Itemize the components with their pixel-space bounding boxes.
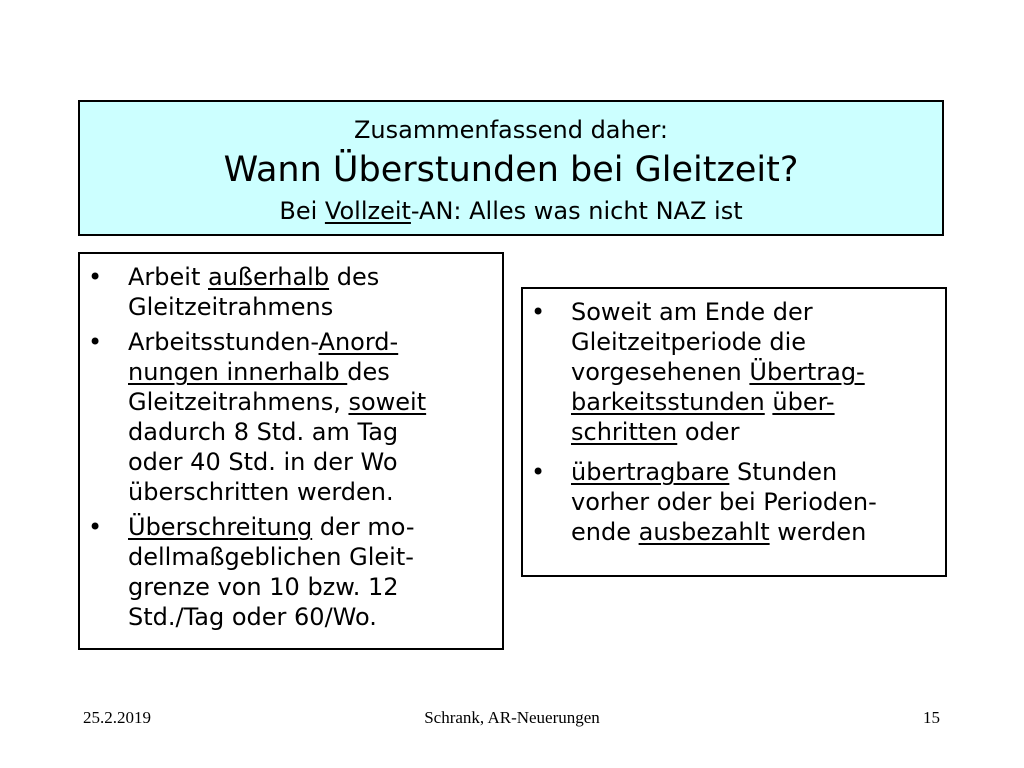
bullet-item bbox=[523, 457, 945, 547]
bullet-text: der mo- bbox=[312, 513, 415, 541]
bullet-text: vorgesehenen bbox=[571, 358, 750, 386]
underlined-text: Übertrag- bbox=[749, 358, 865, 386]
underlined-text: außerhalb bbox=[208, 263, 330, 291]
bullet-text: ende bbox=[571, 518, 639, 546]
bullet-line bbox=[571, 387, 945, 417]
underlined-text: über- bbox=[772, 388, 835, 416]
underlined-text: barkeitsstunden bbox=[571, 388, 765, 416]
bullet-line bbox=[128, 512, 502, 542]
bullet-line bbox=[571, 487, 945, 517]
bullet-line bbox=[571, 327, 945, 357]
bullet-line bbox=[128, 572, 502, 602]
underlined-text: Anord- bbox=[318, 328, 399, 356]
left-bullet-box bbox=[78, 252, 504, 650]
right-bullet-box bbox=[521, 287, 947, 577]
bullet-line bbox=[128, 262, 502, 292]
bullet-line bbox=[128, 447, 502, 477]
bullet-text: Soweit am Ende der bbox=[571, 298, 813, 326]
bullet-text: dadurch 8 Std. am Tag bbox=[128, 418, 399, 446]
bullet-text: Gleitzeitperiode die bbox=[571, 328, 807, 356]
bullet-dot-icon: • bbox=[531, 298, 546, 326]
underlined-text: schritten bbox=[571, 418, 678, 446]
right-bullet-list bbox=[523, 297, 945, 557]
bullet-line bbox=[571, 417, 945, 447]
bullet-item bbox=[80, 512, 502, 632]
bullet-line bbox=[128, 327, 502, 357]
bullet-line bbox=[571, 457, 945, 487]
bullet-text: dellmaßgeblichen Gleit- bbox=[128, 543, 414, 571]
footer-title: Schrank, AR-Neuerungen bbox=[424, 708, 600, 727]
bullet-text: werden bbox=[769, 518, 867, 546]
page-number: 15 bbox=[923, 708, 940, 727]
underlined-text: soweit bbox=[348, 388, 427, 416]
subline-after: -AN: Alles was nicht NAZ ist bbox=[410, 197, 743, 225]
title-intro: Zusammenfassend daher: bbox=[353, 116, 669, 144]
bullet-text: grenze von 10 bzw. 12 bbox=[128, 573, 399, 601]
bullet-line bbox=[571, 357, 945, 387]
underlined-text: nungen innerhalb bbox=[128, 358, 348, 386]
bullet-text: oder bbox=[677, 418, 740, 446]
left-bullet-list bbox=[80, 262, 502, 637]
title-subline bbox=[80, 196, 942, 226]
bullet-line bbox=[128, 477, 502, 507]
bullet-line bbox=[128, 357, 502, 387]
bullet-text: Std./Tag oder 60/Wo. bbox=[128, 603, 377, 631]
slide-title: Wann Überstunden bei Gleitzeit? bbox=[223, 150, 799, 190]
subline-before: Bei bbox=[279, 197, 325, 225]
bullet-dot-icon: • bbox=[531, 458, 546, 486]
bullet-line bbox=[128, 602, 502, 632]
bullet-line bbox=[128, 417, 502, 447]
underlined-text: ausbezahlt bbox=[638, 518, 770, 546]
bullet-dot-icon: • bbox=[88, 263, 103, 291]
bullet-line bbox=[128, 292, 502, 322]
title-box bbox=[78, 100, 944, 236]
bullet-text: vorher oder bei Perioden- bbox=[571, 488, 877, 516]
footer-date: 25.2.2019 bbox=[83, 708, 151, 727]
bullet-item bbox=[80, 262, 502, 322]
bullet-item bbox=[523, 297, 945, 447]
bullet-line bbox=[571, 297, 945, 327]
bullet-dot-icon: • bbox=[88, 328, 103, 356]
bullet-text: des bbox=[329, 263, 380, 291]
bullet-text: Gleitzeitrahmens, bbox=[128, 388, 349, 416]
underlined-text: Überschreitung bbox=[128, 513, 313, 541]
bullet-text: Arbeitsstunden- bbox=[128, 328, 319, 356]
underlined-text: übertragbare bbox=[571, 458, 730, 486]
bullet-item bbox=[80, 327, 502, 507]
bullet-text: Gleitzeitrahmens bbox=[128, 293, 334, 321]
bullet-text: Stunden bbox=[729, 458, 838, 486]
bullet-text: des bbox=[347, 358, 390, 386]
bullet-text: oder 40 Std. in der Wo bbox=[128, 448, 398, 476]
subline-underlined: Vollzeit bbox=[324, 197, 411, 225]
bullet-dot-icon: • bbox=[88, 513, 103, 541]
bullet-line bbox=[128, 542, 502, 572]
bullet-text: überschritten werden. bbox=[128, 478, 394, 506]
bullet-line bbox=[128, 387, 502, 417]
bullet-line bbox=[571, 517, 945, 547]
bullet-text: Arbeit bbox=[128, 263, 208, 291]
